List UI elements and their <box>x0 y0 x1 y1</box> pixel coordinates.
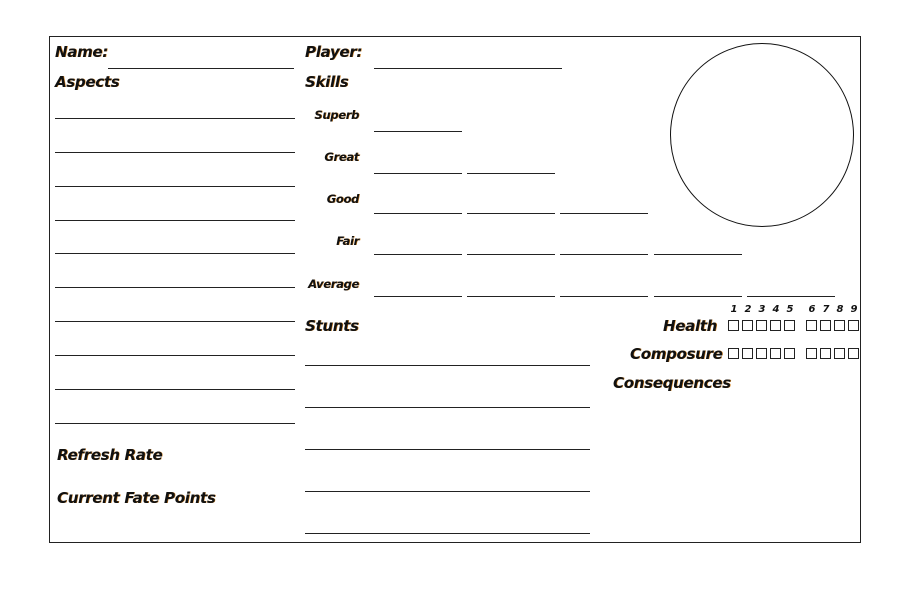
name-field[interactable] <box>108 68 294 69</box>
skill-slot[interactable] <box>560 254 648 255</box>
health-box[interactable] <box>820 320 831 331</box>
composure-box[interactable] <box>848 348 859 359</box>
consequences-label: Consequences <box>613 374 731 392</box>
rank-average-label: Average <box>308 277 359 291</box>
composure-box[interactable] <box>784 348 795 359</box>
stunt-line[interactable] <box>305 407 590 408</box>
stunt-line[interactable] <box>305 533 590 534</box>
aspect-line[interactable] <box>55 253 295 254</box>
aspect-line[interactable] <box>55 152 295 153</box>
aspects-label: Aspects <box>55 73 120 91</box>
player-field[interactable] <box>374 68 562 69</box>
skill-slot[interactable] <box>374 254 462 255</box>
composure-label: Composure <box>630 345 723 363</box>
skill-slot[interactable] <box>467 173 555 174</box>
health-box[interactable] <box>728 320 739 331</box>
track-number: 9 <box>850 304 858 315</box>
track-number: 2 <box>744 304 752 315</box>
health-box[interactable] <box>784 320 795 331</box>
name-label: Name: <box>55 43 108 61</box>
track-number: 4 <box>772 304 780 315</box>
track-number: 1 <box>730 304 738 315</box>
composure-box[interactable] <box>834 348 845 359</box>
stunt-line[interactable] <box>305 449 590 450</box>
rank-fair-label: Fair <box>336 234 359 248</box>
stunt-line[interactable] <box>305 491 590 492</box>
skill-slot[interactable] <box>374 296 462 297</box>
aspect-line[interactable] <box>55 186 295 187</box>
health-box[interactable] <box>770 320 781 331</box>
composure-box[interactable] <box>770 348 781 359</box>
current-fate-points-label: Current Fate Points <box>57 489 216 507</box>
health-box[interactable] <box>756 320 767 331</box>
skill-slot[interactable] <box>374 173 462 174</box>
skill-slot[interactable] <box>560 213 648 214</box>
aspect-line[interactable] <box>55 321 295 322</box>
skills-label: Skills <box>305 73 349 91</box>
composure-box[interactable] <box>728 348 739 359</box>
skill-slot[interactable] <box>374 213 462 214</box>
aspect-line[interactable] <box>55 423 295 424</box>
track-number: 6 <box>808 304 816 315</box>
aspect-line[interactable] <box>55 220 295 221</box>
refresh-rate-label: Refresh Rate <box>57 446 163 464</box>
player-label: Player: <box>305 43 363 61</box>
health-box[interactable] <box>848 320 859 331</box>
skill-slot[interactable] <box>654 296 742 297</box>
health-box[interactable] <box>834 320 845 331</box>
composure-box[interactable] <box>756 348 767 359</box>
track-number: 5 <box>786 304 794 315</box>
skill-slot[interactable] <box>467 296 555 297</box>
aspect-line[interactable] <box>55 355 295 356</box>
skill-slot[interactable] <box>654 254 742 255</box>
stunt-line[interactable] <box>305 365 590 366</box>
stunts-label: Stunts <box>305 317 359 335</box>
skill-slot[interactable] <box>374 131 462 132</box>
skill-slot[interactable] <box>747 296 835 297</box>
track-number: 3 <box>758 304 766 315</box>
rank-superb-label: Superb <box>314 108 359 122</box>
rank-great-label: Great <box>324 150 359 164</box>
portrait-circle <box>670 43 854 227</box>
track-number: 8 <box>836 304 844 315</box>
track-number: 7 <box>822 304 830 315</box>
aspect-line[interactable] <box>55 118 295 119</box>
aspect-line[interactable] <box>55 287 295 288</box>
composure-box[interactable] <box>742 348 753 359</box>
rank-good-label: Good <box>326 192 359 206</box>
health-box[interactable] <box>806 320 817 331</box>
aspect-line[interactable] <box>55 389 295 390</box>
skill-slot[interactable] <box>467 254 555 255</box>
composure-box[interactable] <box>806 348 817 359</box>
health-box[interactable] <box>742 320 753 331</box>
health-label: Health <box>663 317 718 335</box>
composure-box[interactable] <box>820 348 831 359</box>
skill-slot[interactable] <box>467 213 555 214</box>
skill-slot[interactable] <box>560 296 648 297</box>
